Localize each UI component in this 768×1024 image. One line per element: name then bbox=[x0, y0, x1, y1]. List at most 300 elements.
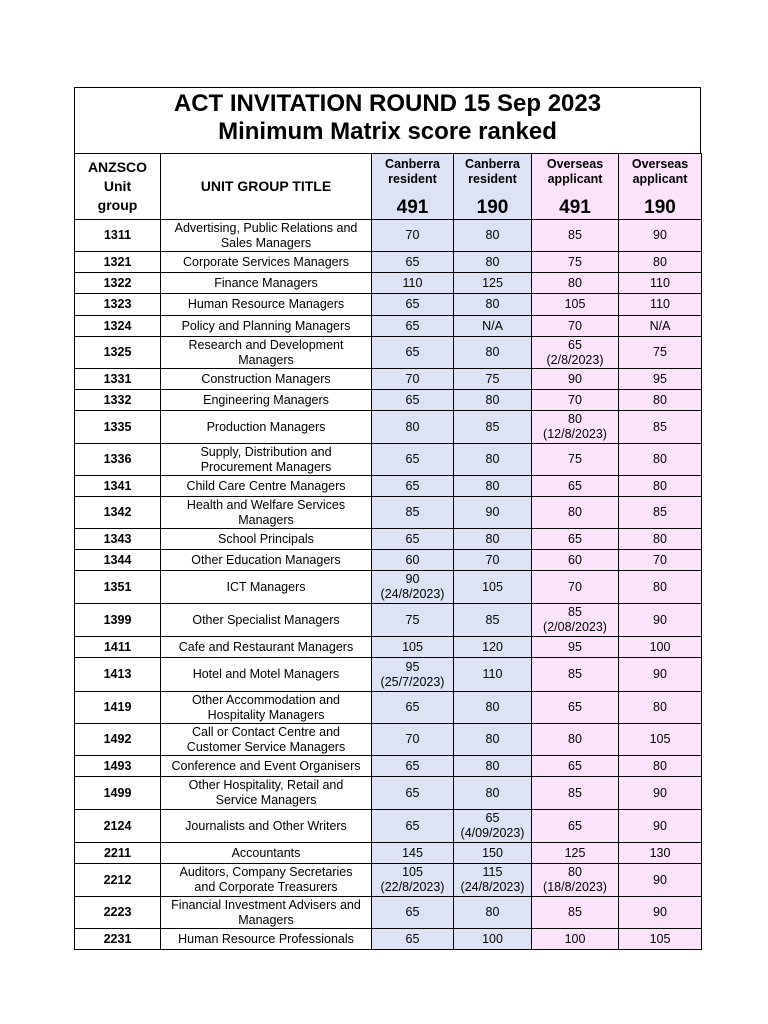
score-cell-canberra-491 bbox=[372, 658, 454, 692]
score-value: 80 bbox=[485, 785, 500, 800]
table-row bbox=[75, 550, 702, 571]
score-value: 80 bbox=[485, 228, 500, 242]
score-cell-overseas-491 bbox=[532, 724, 619, 756]
anzsco-code-cell: 1493 bbox=[75, 756, 161, 777]
unit-group-title-cell bbox=[161, 444, 372, 476]
score-value: 80 bbox=[653, 579, 667, 594]
score-cell-canberra-190 bbox=[454, 294, 532, 316]
score-value: 60 bbox=[568, 552, 582, 567]
table-row bbox=[75, 724, 702, 756]
score-cell-canberra-491 bbox=[372, 756, 454, 777]
score-cell-overseas-491 bbox=[532, 810, 619, 843]
score-value: 105 bbox=[564, 297, 586, 311]
score-cell-canberra-491 bbox=[372, 294, 454, 316]
score-cell-canberra-190 bbox=[454, 369, 532, 390]
unit-group-title-cell bbox=[161, 529, 372, 550]
score-value: 125 bbox=[482, 275, 503, 290]
anzsco-code-cell: 1325 bbox=[75, 337, 161, 369]
score-cell-overseas-491 bbox=[532, 411, 619, 444]
unit-group-title-cell bbox=[161, 843, 372, 864]
score-cell-overseas-190 bbox=[619, 444, 702, 476]
score-cell-overseas-190 bbox=[619, 316, 702, 337]
score-value: 65 bbox=[405, 392, 420, 407]
score-cell-canberra-491 bbox=[372, 337, 454, 369]
score-value: N/A bbox=[482, 318, 503, 333]
score-cell-overseas-491 bbox=[532, 604, 619, 637]
anzsco-code-cell: 1321 bbox=[75, 252, 161, 273]
score-cell-overseas-190 bbox=[619, 252, 702, 273]
score-value: 80 bbox=[485, 732, 500, 746]
score-value: 75 bbox=[653, 345, 667, 359]
invitation-document bbox=[74, 87, 701, 950]
anzsco-code-cell: 1419 bbox=[75, 692, 161, 724]
title-line: Managers bbox=[238, 352, 294, 367]
title-line: Human Resource Managers bbox=[187, 297, 345, 311]
unit-group-title-cell bbox=[161, 897, 372, 929]
score-value: 95 bbox=[653, 371, 667, 386]
title-line: Hotel and Motel Managers bbox=[192, 667, 340, 681]
score-value: 130 bbox=[649, 845, 671, 860]
score-value: 70 bbox=[405, 732, 420, 746]
score-cell-canberra-190 bbox=[454, 897, 532, 929]
score-cell-canberra-491 bbox=[372, 273, 454, 294]
score-cell-canberra-491 bbox=[372, 369, 454, 390]
score-value: 80 bbox=[653, 478, 667, 493]
title-line: Construction Managers bbox=[201, 371, 331, 386]
score-value: 90 bbox=[653, 228, 667, 242]
table-row bbox=[75, 316, 702, 337]
score-value: 65 bbox=[405, 818, 420, 833]
score-date: (24/8/2023) bbox=[460, 880, 525, 894]
title-line: Supply, Distribution and bbox=[200, 444, 332, 459]
unit-group-title-cell bbox=[161, 724, 372, 756]
score-cell-canberra-190 bbox=[454, 252, 532, 273]
score-value: 65 bbox=[568, 818, 582, 833]
score-value: 85 bbox=[405, 505, 420, 519]
unit-group-title-cell bbox=[161, 411, 372, 444]
title-line: Auditors, Company Secretaries bbox=[179, 865, 353, 879]
score-value: 75 bbox=[568, 254, 582, 269]
score-value: 60 bbox=[405, 552, 420, 567]
score-cell-overseas-491 bbox=[532, 444, 619, 476]
score-value: 100 bbox=[649, 639, 671, 654]
score-value: 65 bbox=[405, 254, 420, 269]
score-cell-canberra-491 bbox=[372, 724, 454, 756]
anzsco-code-cell: 2211 bbox=[75, 843, 161, 864]
score-value: N/A bbox=[649, 318, 671, 333]
anzsco-code-cell: 1341 bbox=[75, 476, 161, 497]
title-line: Other Specialist Managers bbox=[192, 612, 340, 627]
score-value: 85 bbox=[568, 228, 582, 242]
title-line: and Corporate Treasurers bbox=[194, 880, 338, 894]
title-line: Other Education Managers bbox=[191, 552, 341, 567]
anzsco-code-cell: 1323 bbox=[75, 294, 161, 316]
score-value: 80 bbox=[485, 392, 500, 407]
score-cell-canberra-491 bbox=[372, 692, 454, 724]
score-value: 110 bbox=[650, 297, 670, 311]
score-cell-overseas-190 bbox=[619, 658, 702, 692]
score-value: 95 bbox=[568, 639, 582, 654]
col-header-canberra-190: Canberra resident 190 bbox=[454, 154, 532, 220]
score-date: (12/8/2023) bbox=[543, 427, 607, 441]
anzsco-code-cell: 1324 bbox=[75, 316, 161, 337]
score-value: 105 bbox=[402, 639, 423, 654]
score-cell-canberra-190 bbox=[454, 529, 532, 550]
anzsco-code-cell: 2223 bbox=[75, 897, 161, 929]
score-value: 65 bbox=[405, 931, 420, 946]
anzsco-code-cell: 1399 bbox=[75, 604, 161, 637]
score-value: 80 bbox=[485, 758, 500, 773]
score-cell-canberra-190 bbox=[454, 497, 532, 529]
score-cell-canberra-491 bbox=[372, 604, 454, 637]
score-cell-canberra-190 bbox=[454, 658, 532, 692]
score-cell-canberra-491 bbox=[372, 444, 454, 476]
score-value: 70 bbox=[485, 552, 500, 567]
table-row bbox=[75, 411, 702, 444]
score-value: 90 bbox=[653, 612, 667, 627]
anzsco-code-cell: 1331 bbox=[75, 369, 161, 390]
score-value: 75 bbox=[405, 612, 420, 627]
score-cell-overseas-491 bbox=[532, 692, 619, 724]
score-cell-overseas-491 bbox=[532, 864, 619, 897]
score-cell-overseas-491 bbox=[532, 497, 619, 529]
score-cell-overseas-491 bbox=[532, 929, 619, 950]
score-cell-overseas-491 bbox=[532, 897, 619, 929]
unit-group-title-cell bbox=[161, 692, 372, 724]
unit-group-title-cell bbox=[161, 390, 372, 411]
score-cell-overseas-190 bbox=[619, 220, 702, 252]
score-value: 105 bbox=[649, 931, 671, 946]
unit-group-title-cell bbox=[161, 337, 372, 369]
score-cell-overseas-190 bbox=[619, 843, 702, 864]
anzsco-code-cell: 1492 bbox=[75, 724, 161, 756]
score-cell-overseas-190 bbox=[619, 273, 702, 294]
anzsco-code-cell: 1413 bbox=[75, 658, 161, 692]
score-value: 90 bbox=[568, 371, 582, 386]
col-header-anzsco: ANZSCO Unit group bbox=[75, 154, 161, 220]
table-row bbox=[75, 476, 702, 497]
anzsco-code-cell: 1332 bbox=[75, 390, 161, 411]
table-row bbox=[75, 273, 702, 294]
score-cell-overseas-491 bbox=[532, 777, 619, 810]
score-cell-overseas-190 bbox=[619, 390, 702, 411]
score-value: 65 bbox=[405, 297, 420, 311]
unit-group-title-cell bbox=[161, 476, 372, 497]
unit-group-title-cell bbox=[161, 637, 372, 658]
score-value: 65 bbox=[405, 478, 420, 493]
score-cell-overseas-190 bbox=[619, 604, 702, 637]
score-cell-canberra-190 bbox=[454, 444, 532, 476]
score-cell-canberra-491 bbox=[372, 637, 454, 658]
score-value: 65 bbox=[485, 811, 500, 825]
score-value: 90 bbox=[653, 785, 667, 800]
score-cell-canberra-491 bbox=[372, 550, 454, 571]
title-line: Journalists and Other Writers bbox=[185, 818, 347, 833]
table-row bbox=[75, 929, 702, 950]
table-row bbox=[75, 604, 702, 637]
table-row bbox=[75, 897, 702, 929]
score-cell-canberra-190 bbox=[454, 220, 532, 252]
score-value: 85 bbox=[653, 419, 667, 434]
title-line: Customer Service Managers bbox=[186, 739, 346, 754]
score-cell-canberra-190 bbox=[454, 777, 532, 810]
table-row bbox=[75, 294, 702, 316]
score-date: (22/8/2023) bbox=[380, 880, 445, 894]
score-value: 80 bbox=[653, 531, 667, 546]
table-row bbox=[75, 756, 702, 777]
score-value: 115 bbox=[482, 865, 503, 879]
score-value: 105 bbox=[649, 732, 671, 746]
score-cell-overseas-190 bbox=[619, 777, 702, 810]
score-value: 85 bbox=[653, 505, 667, 519]
title-line: Cafe and Restaurant Managers bbox=[178, 639, 354, 654]
score-cell-overseas-491 bbox=[532, 220, 619, 252]
table-row bbox=[75, 497, 702, 529]
score-cell-overseas-190 bbox=[619, 810, 702, 843]
score-cell-overseas-190 bbox=[619, 929, 702, 950]
title-line: Policy and Planning Managers bbox=[181, 318, 351, 333]
score-cell-canberra-190 bbox=[454, 756, 532, 777]
score-value: 125 bbox=[564, 845, 586, 860]
table-row bbox=[75, 571, 702, 604]
table-row bbox=[75, 220, 702, 252]
score-value: 110 bbox=[650, 275, 670, 290]
score-cell-canberra-491 bbox=[372, 497, 454, 529]
unit-group-title-cell bbox=[161, 220, 372, 252]
table-row bbox=[75, 529, 702, 550]
score-value: 65 bbox=[405, 345, 420, 359]
score-value: 80 bbox=[485, 531, 500, 546]
title-line: Advertising, Public Relations and bbox=[174, 220, 358, 235]
anzsco-code-cell: 2124 bbox=[75, 810, 161, 843]
score-cell-overseas-491 bbox=[532, 843, 619, 864]
score-cell-overseas-491 bbox=[532, 571, 619, 604]
anzsco-code-cell: 1322 bbox=[75, 273, 161, 294]
score-value: 80 bbox=[568, 412, 582, 426]
score-cell-canberra-491 bbox=[372, 476, 454, 497]
title-line: Human Resource Professionals bbox=[178, 931, 354, 946]
score-cell-overseas-491 bbox=[532, 337, 619, 369]
score-cell-overseas-190 bbox=[619, 897, 702, 929]
table-row bbox=[75, 864, 702, 897]
score-value: 80 bbox=[653, 758, 667, 773]
score-cell-canberra-491 bbox=[372, 571, 454, 604]
table-row bbox=[75, 810, 702, 843]
score-value: 65 bbox=[568, 531, 582, 546]
score-value: 105 bbox=[402, 865, 423, 879]
score-cell-overseas-190 bbox=[619, 529, 702, 550]
unit-group-title-cell bbox=[161, 929, 372, 950]
title-line: School Principals bbox=[218, 531, 314, 546]
score-value: 80 bbox=[485, 478, 500, 493]
score-cell-canberra-190 bbox=[454, 864, 532, 897]
score-cell-canberra-190 bbox=[454, 316, 532, 337]
score-value: 65 bbox=[568, 700, 582, 714]
score-cell-overseas-190 bbox=[619, 571, 702, 604]
score-cell-overseas-190 bbox=[619, 692, 702, 724]
score-cell-canberra-491 bbox=[372, 220, 454, 252]
score-value: 85 bbox=[568, 905, 582, 919]
score-value: 80 bbox=[653, 700, 667, 714]
score-cell-overseas-190 bbox=[619, 756, 702, 777]
score-cell-canberra-491 bbox=[372, 252, 454, 273]
score-value: 85 bbox=[568, 785, 582, 800]
score-cell-overseas-491 bbox=[532, 476, 619, 497]
title-line: Finance Managers bbox=[214, 275, 318, 290]
col-header-title: UNIT GROUP TITLE bbox=[161, 154, 372, 220]
score-value: 90 bbox=[653, 667, 667, 681]
score-value: 80 bbox=[405, 419, 420, 434]
unit-group-title-cell bbox=[161, 316, 372, 337]
table-row bbox=[75, 252, 702, 273]
score-cell-overseas-491 bbox=[532, 637, 619, 658]
score-cell-canberra-491 bbox=[372, 843, 454, 864]
score-cell-overseas-190 bbox=[619, 637, 702, 658]
anzsco-code-cell: 1411 bbox=[75, 637, 161, 658]
score-value: 110 bbox=[402, 275, 423, 290]
score-cell-canberra-190 bbox=[454, 604, 532, 637]
score-value: 90 bbox=[653, 818, 667, 833]
score-value: 70 bbox=[568, 579, 582, 594]
score-cell-overseas-190 bbox=[619, 337, 702, 369]
score-date: (24/8/2023) bbox=[380, 587, 445, 601]
title-line: Research and Development bbox=[188, 337, 344, 352]
score-value: 65 bbox=[405, 531, 420, 546]
score-cell-overseas-491 bbox=[532, 369, 619, 390]
title-line: Corporate Services Managers bbox=[182, 254, 350, 269]
score-cell-overseas-190 bbox=[619, 369, 702, 390]
score-cell-overseas-491 bbox=[532, 316, 619, 337]
col-header-overseas-190: Overseas applicant 190 bbox=[619, 154, 702, 220]
unit-group-title-cell bbox=[161, 273, 372, 294]
unit-group-title-cell bbox=[161, 810, 372, 843]
score-cell-overseas-491 bbox=[532, 273, 619, 294]
score-cell-overseas-190 bbox=[619, 550, 702, 571]
col-header-canberra-491: Canberra resident 491 bbox=[372, 154, 454, 220]
score-value: 80 bbox=[485, 452, 500, 466]
score-cell-canberra-190 bbox=[454, 273, 532, 294]
unit-group-title-cell bbox=[161, 777, 372, 810]
anzsco-code-cell: 1343 bbox=[75, 529, 161, 550]
score-date: (25/7/2023) bbox=[380, 674, 445, 689]
score-value: 80 bbox=[653, 452, 667, 466]
title-line: Service Managers bbox=[215, 793, 317, 807]
table-row bbox=[75, 390, 702, 411]
score-cell-canberra-190 bbox=[454, 810, 532, 843]
score-cell-overseas-190 bbox=[619, 864, 702, 897]
title-line: Accountants bbox=[231, 845, 301, 860]
anzsco-code-cell: 1311 bbox=[75, 220, 161, 252]
score-value: 150 bbox=[482, 845, 503, 860]
title-line: Managers bbox=[238, 512, 294, 527]
unit-group-title-cell bbox=[161, 571, 372, 604]
scores-table bbox=[74, 153, 702, 950]
score-value: 120 bbox=[482, 639, 503, 654]
score-date: (2/08/2023) bbox=[543, 620, 607, 634]
table-body bbox=[75, 220, 702, 950]
score-value: 65 bbox=[405, 905, 420, 919]
title-line: Call or Contact Centre and bbox=[192, 724, 340, 739]
score-cell-overseas-190 bbox=[619, 724, 702, 756]
anzsco-code-cell: 1335 bbox=[75, 411, 161, 444]
score-cell-overseas-491 bbox=[532, 390, 619, 411]
unit-group-title-cell bbox=[161, 550, 372, 571]
score-cell-canberra-190 bbox=[454, 411, 532, 444]
title-line: Sales Managers bbox=[220, 235, 312, 250]
table-row bbox=[75, 777, 702, 810]
score-value: 65 bbox=[568, 337, 582, 352]
score-value: 80 bbox=[653, 392, 667, 407]
document-header bbox=[74, 87, 701, 153]
score-value: 65 bbox=[405, 700, 420, 714]
score-value: 65 bbox=[405, 452, 420, 466]
document-subtitle: Minimum Matrix score ranked bbox=[218, 118, 557, 145]
score-value: 145 bbox=[402, 845, 423, 860]
score-value: 80 bbox=[485, 254, 500, 269]
anzsco-code-cell: 1351 bbox=[75, 571, 161, 604]
score-cell-canberra-491 bbox=[372, 390, 454, 411]
anzsco-code-cell: 1342 bbox=[75, 497, 161, 529]
table-row bbox=[75, 369, 702, 390]
score-cell-canberra-491 bbox=[372, 316, 454, 337]
score-cell-overseas-491 bbox=[532, 550, 619, 571]
score-cell-overseas-491 bbox=[532, 756, 619, 777]
score-value: 80 bbox=[568, 732, 582, 746]
score-cell-canberra-491 bbox=[372, 777, 454, 810]
score-cell-canberra-190 bbox=[454, 550, 532, 571]
score-cell-overseas-190 bbox=[619, 294, 702, 316]
score-cell-canberra-190 bbox=[454, 571, 532, 604]
score-cell-canberra-491 bbox=[372, 929, 454, 950]
score-value: 85 bbox=[568, 667, 582, 681]
title-line: Other Accommodation and bbox=[192, 692, 340, 707]
anzsco-code-cell: 2231 bbox=[75, 929, 161, 950]
score-value: 90 bbox=[653, 905, 667, 919]
score-cell-canberra-190 bbox=[454, 476, 532, 497]
score-value: 65 bbox=[405, 758, 420, 773]
title-line: ICT Managers bbox=[226, 579, 306, 594]
score-value: 100 bbox=[482, 931, 503, 946]
score-value: 85 bbox=[485, 612, 500, 627]
score-cell-overseas-190 bbox=[619, 497, 702, 529]
score-value: 90 bbox=[485, 505, 500, 519]
title-line: Procurement Managers bbox=[200, 459, 332, 474]
unit-group-title-cell bbox=[161, 369, 372, 390]
table-row bbox=[75, 692, 702, 724]
unit-group-title-cell bbox=[161, 294, 372, 316]
score-value: 100 bbox=[564, 931, 586, 946]
score-value: 80 bbox=[485, 297, 500, 311]
score-cell-overseas-491 bbox=[532, 252, 619, 273]
unit-group-title-cell bbox=[161, 756, 372, 777]
score-cell-overseas-491 bbox=[532, 294, 619, 316]
score-value: 80 bbox=[485, 700, 500, 714]
score-value: 90 bbox=[405, 572, 420, 586]
title-line: Health and Welfare Services bbox=[186, 497, 346, 512]
unit-group-title-cell bbox=[161, 604, 372, 637]
score-cell-overseas-190 bbox=[619, 476, 702, 497]
score-cell-canberra-491 bbox=[372, 897, 454, 929]
score-date: (4/09/2023) bbox=[460, 826, 525, 840]
score-cell-canberra-190 bbox=[454, 929, 532, 950]
table-row bbox=[75, 843, 702, 864]
score-value: 65 bbox=[568, 478, 582, 493]
unit-group-title-cell bbox=[161, 658, 372, 692]
title-line: Production Managers bbox=[206, 419, 326, 434]
title-line: Child Care Centre Managers bbox=[186, 478, 346, 493]
score-cell-canberra-491 bbox=[372, 529, 454, 550]
title-line: Conference and Event Organisers bbox=[171, 758, 361, 773]
